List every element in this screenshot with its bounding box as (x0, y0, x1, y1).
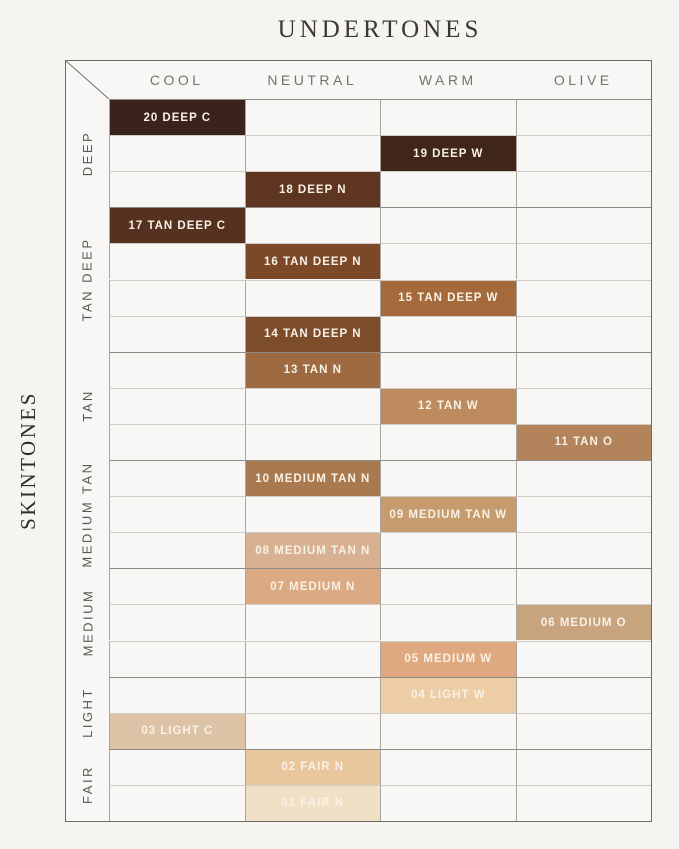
undertone-header-warm: WARM (418, 72, 477, 88)
empty-cell (516, 532, 652, 568)
empty-cell (245, 604, 381, 640)
empty-cell (516, 280, 652, 316)
shade-swatch-label: 10 MEDIUM TAN N (255, 472, 371, 485)
corner-diagonal-line (66, 61, 109, 99)
empty-cell (380, 713, 516, 749)
undertone-header-neutral: NEUTRAL (267, 72, 358, 88)
empty-cell (109, 677, 245, 713)
shade-swatch-03-light-c (109, 713, 245, 749)
shade-swatch-18-deep-n (245, 171, 381, 207)
empty-cell (380, 604, 516, 640)
shade-swatch-02-fair-n (245, 749, 381, 785)
empty-cell (109, 135, 245, 171)
empty-cell (109, 460, 245, 496)
skintone-group-label-text: LIGHT (80, 687, 96, 739)
empty-cell (109, 749, 245, 785)
shade-swatch-label: 02 FAIR N (281, 761, 345, 774)
empty-cell (245, 713, 381, 749)
empty-cell (380, 785, 516, 821)
empty-cell (109, 568, 245, 604)
empty-cell (380, 171, 516, 207)
shade-swatch-label: 05 MEDIUM W (404, 653, 493, 666)
empty-cell (109, 604, 245, 640)
empty-cell (516, 207, 652, 243)
empty-cell (516, 352, 652, 388)
shade-swatch-13-tan-n (245, 352, 381, 388)
empty-cell (109, 243, 245, 279)
empty-cell (245, 207, 381, 243)
empty-cell (516, 496, 652, 532)
skintone-group-label-text: DEEP (80, 130, 95, 176)
empty-cell (380, 316, 516, 352)
shade-swatch-label: 15 TAN DEEP W (398, 292, 499, 305)
empty-cell (380, 460, 516, 496)
empty-cell (380, 243, 516, 279)
empty-cell (516, 749, 652, 785)
empty-cell (516, 135, 652, 171)
shade-swatch-label: 12 TAN W (417, 400, 479, 413)
shade-swatch-05-medium-w (380, 641, 516, 677)
shade-swatch-10-medium-tan-n (245, 460, 381, 496)
empty-cell (516, 99, 652, 135)
empty-cell (109, 424, 245, 460)
empty-cell (109, 388, 245, 424)
empty-cell (109, 496, 245, 532)
shade-swatch-07-medium-n (245, 568, 381, 604)
empty-cell (380, 532, 516, 568)
undertone-header-cool: COOL (149, 72, 204, 88)
empty-cell (516, 171, 652, 207)
empty-cell (380, 424, 516, 460)
empty-cell (380, 352, 516, 388)
shade-swatch-label: 20 DEEP C (143, 111, 212, 124)
empty-cell (516, 713, 652, 749)
shade-swatch-label: 13 TAN N (283, 364, 342, 377)
shade-swatch-04-light-w (380, 677, 516, 713)
shade-swatch-label: 01 FAIR N (281, 797, 345, 810)
empty-cell (516, 677, 652, 713)
shade-swatch-label: 11 TAN O (554, 436, 613, 449)
skintone-group-label-text: MEDIUM (80, 588, 95, 657)
empty-cell (380, 99, 516, 135)
shade-swatch-label: 07 MEDIUM N (270, 580, 356, 593)
empty-cell (245, 388, 381, 424)
empty-cell (245, 424, 381, 460)
shade-swatch-label: 06 MEDIUM O (540, 616, 627, 629)
shade-swatch-09-medium-tan-w (380, 496, 516, 532)
empty-cell (380, 568, 516, 604)
empty-cell (245, 641, 381, 677)
shade-swatch-16-tan-deep-n (245, 243, 381, 279)
undertone-header-olive: OLIVE (553, 72, 613, 88)
shade-swatch-15-tan-deep-w (380, 280, 516, 316)
empty-cell (245, 677, 381, 713)
empty-cell (245, 280, 381, 316)
shade-swatch-08-medium-tan-n (245, 532, 381, 568)
empty-cell (516, 568, 652, 604)
skintone-group-label-text: TAN (80, 389, 96, 423)
y-axis-title-label: SKINTONES (15, 390, 40, 530)
empty-cell (109, 171, 245, 207)
empty-cell (245, 99, 381, 135)
shade-swatch-label: 04 LIGHT W (410, 689, 486, 702)
empty-cell (516, 785, 652, 821)
shade-swatch-20-deep-c (109, 99, 245, 135)
empty-cell (516, 243, 652, 279)
skintone-group-label-text: MEDIUM TAN (80, 461, 96, 568)
shade-swatch-label: 09 MEDIUM TAN W (389, 508, 508, 521)
chart-title-undertones: UNDERTONES (277, 16, 483, 43)
empty-cell (109, 785, 245, 821)
empty-cell (380, 749, 516, 785)
shade-swatch-label: 08 MEDIUM TAN N (255, 544, 371, 557)
shade-matrix-table (65, 60, 652, 822)
empty-cell (380, 207, 516, 243)
empty-cell (245, 135, 381, 171)
empty-cell (109, 316, 245, 352)
skintone-group-label-text: TAN DEEP (80, 237, 95, 322)
empty-cell (109, 280, 245, 316)
empty-cell (516, 388, 652, 424)
shade-swatch-01-fair-n (245, 785, 381, 821)
shade-swatch-11-tan-o (516, 424, 652, 460)
empty-cell (245, 496, 381, 532)
shade-swatch-19-deep-w (380, 135, 516, 171)
shade-swatch-17-tan-deep-c (109, 207, 245, 243)
shade-swatch-label: 14 TAN DEEP N (263, 328, 362, 341)
shade-swatch-14-tan-deep-n (245, 316, 381, 352)
shade-swatch-label: 19 DEEP W (413, 147, 484, 160)
shade-swatch-06-medium-o (516, 604, 652, 640)
shade-swatch-12-tan-w (380, 388, 516, 424)
empty-cell (516, 460, 652, 496)
skintone-group-label-text: FAIR (80, 765, 95, 805)
empty-cell (109, 532, 245, 568)
empty-cell (109, 641, 245, 677)
empty-cell (516, 641, 652, 677)
shade-swatch-label: 16 TAN DEEP N (263, 255, 362, 268)
empty-cell (109, 352, 245, 388)
shade-swatch-label: 17 TAN DEEP C (128, 219, 227, 232)
shade-swatch-label: 03 LIGHT C (141, 725, 214, 738)
empty-cell (516, 316, 652, 352)
shade-swatch-label: 18 DEEP N (278, 183, 347, 196)
